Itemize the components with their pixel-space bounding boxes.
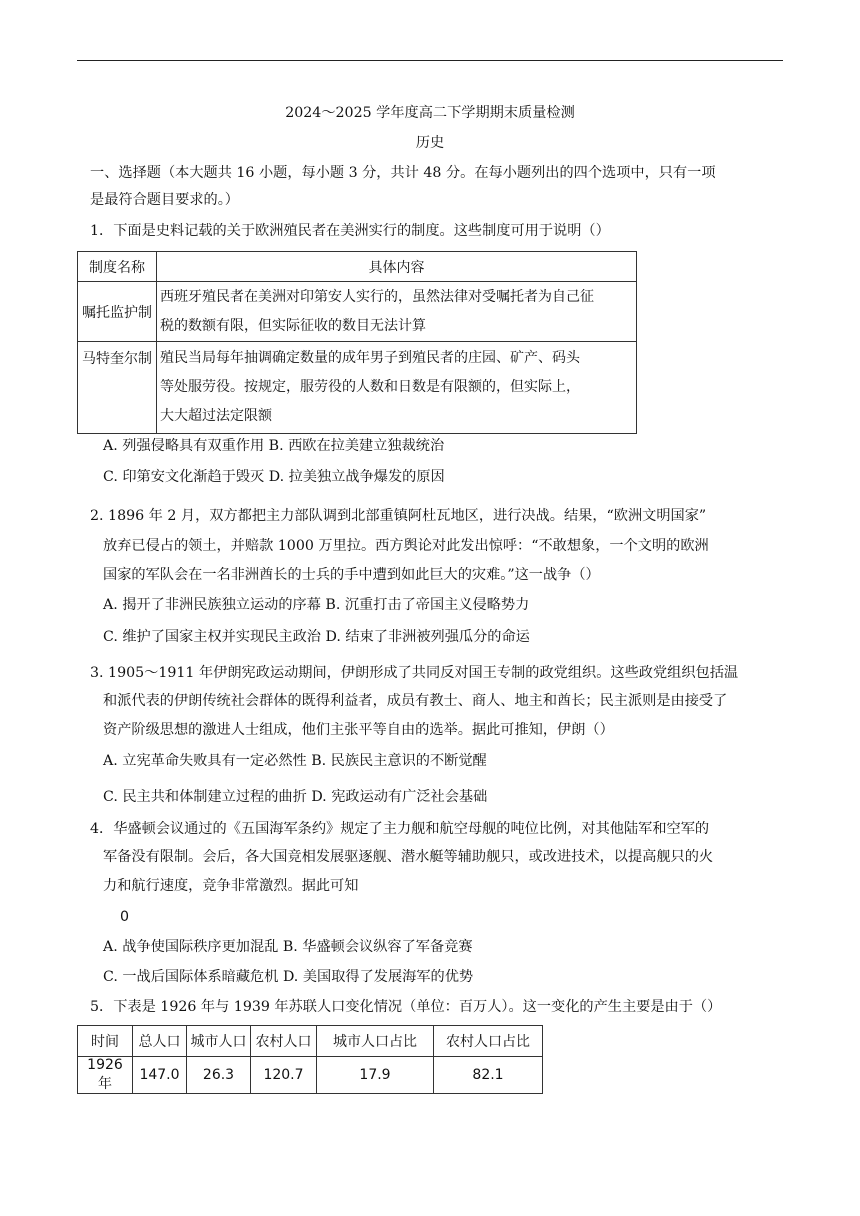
table-header-cell: 时间 xyxy=(78,1026,133,1057)
content-line: 西班牙殖民者在美洲对印第安人实行的，虽然法律对受嘱托者为自己征 xyxy=(160,288,594,305)
q1-table xyxy=(77,251,637,434)
table-header-row xyxy=(78,1026,543,1057)
section-heading-cont: 是最符合题目要求的。） xyxy=(90,192,239,208)
question-4-line: 军备没有限制。会后，各大国竞相发展驱逐舰、潜水艇等辅助舰只，或改进技术，以提高舰只的火 xyxy=(103,849,714,865)
question-2-line: 放弃已侵占的领土，并赔款 1000 万里拉。西方舆论对此发出惊呼：“不敢想象，一个文明的欧洲 xyxy=(103,538,709,554)
table-header-cell: 农村人口占比 xyxy=(434,1026,543,1057)
table-cell-name: 嘱托监护制 xyxy=(78,282,157,342)
q5-table xyxy=(77,1025,543,1094)
table-row xyxy=(78,1057,543,1094)
exam-title: 2024～2025 学年度高二下学期期末质量检测 xyxy=(285,105,575,121)
q1-option-line: A. 列强侵略具有双重作用 B. 西欧在拉美建立独裁统治 xyxy=(103,438,445,454)
table-cell: 17.9 xyxy=(317,1057,434,1094)
question-4-line: 力和航行速度，竞争非常激烈。据此可知 xyxy=(103,878,359,894)
q4-answer-blank: 0 xyxy=(120,909,130,925)
question-2-line: 国家的军队会在一名非洲酋长的士兵的手中遭到如此巨大的灾难。”这一战争（） xyxy=(103,567,600,583)
q3-option-line: C. 民主共和体制建立过程的曲折 D. 宪政运动有广泛社会基础 xyxy=(103,789,488,805)
question-5-stem: 5．下表是 1926 年与 1939 年苏联人口变化情况（单位：百万人）。这一变化的产生主要是由于（） xyxy=(90,999,722,1015)
question-3-line: 3. 1905～1911 年伊朗宪政运动期间，伊朗形成了共同反对国王专制的政党组织。这些政党组织包括温 xyxy=(90,665,739,681)
q4-option-line: A. 战争使国际秩序更加混乱 B. 华盛顿会议纵容了军备竞赛 xyxy=(103,939,473,955)
table-cell: 147.0 xyxy=(133,1057,187,1094)
table-row xyxy=(78,342,637,434)
question-4-line: 4．华盛顿会议通过的《五国海军条约》规定了主力舰和航空母舰的吨位比例，对其他陆军和空军的 xyxy=(90,821,710,837)
table-cell-content xyxy=(157,342,637,434)
content-line: 大大超过法定限额 xyxy=(160,408,272,424)
table-cell-name: 马特奎尔制 xyxy=(78,342,157,434)
table-cell: 120.7 xyxy=(251,1057,317,1094)
subject-title: 历史 xyxy=(415,135,445,151)
table-header-cell: 制度名称 xyxy=(78,252,157,282)
content-line: 殖民当局每年抽调确定数量的成年男子到殖民者的庄园、矿产、码头 xyxy=(160,350,580,366)
q2-option-line: C. 维护了国家主权并实现民主政治 D. 结束了非洲被列强瓜分的命运 xyxy=(103,629,530,645)
table-row xyxy=(78,282,637,342)
q2-option-line: A. 揭开了非洲民族独立运动的序幕 B. 沉重打击了帝国主义侵略势力 xyxy=(103,597,530,613)
section-heading: 一、选择题（本大题共 16 小题，每小题 3 分，共计 48 分。在每小题列出的四个选项中，只有一项 xyxy=(90,165,716,181)
table-header-cell: 城市人口 xyxy=(187,1026,251,1057)
question-1-stem: 1．下面是史料记载的关于欧洲殖民者在美洲实行的制度。这些制度可用于说明（） xyxy=(90,223,610,239)
table-header-cell: 总人口 xyxy=(133,1026,187,1057)
question-3-line: 资产阶级思想的激进人士组成，他们主张平等自由的选举。据此可推知，伊朗（） xyxy=(103,722,614,738)
table-header-cell: 城市人口占比 xyxy=(317,1026,434,1057)
table-cell: 26.3 xyxy=(187,1057,251,1094)
table-cell: 1926 年 xyxy=(78,1057,133,1094)
table-header-row xyxy=(78,252,637,282)
header-rule xyxy=(77,60,783,61)
content-line: 等处服劳役。按规定，服劳役的人数和日数是有限额的，但实际上， xyxy=(160,379,580,395)
table-header-cell: 具体内容 xyxy=(157,252,637,282)
table-cell-content xyxy=(157,282,637,342)
question-2-line: 2. 1896 年 2 月，双方都把主力部队调到北部重镇阿杜瓦地区，进行决战。结果，“欧洲文明国家” xyxy=(90,508,707,524)
table-header-cell: 农村人口 xyxy=(251,1026,317,1057)
question-3-line: 和派代表的伊朗传统社会群体的既得利益者，成员有教士、商人、地主和酋长；民主派则是由接受了 xyxy=(103,693,728,709)
q1-option-line: C. 印第安文化渐趋于毁灭 D. 拉美独立战争爆发的原因 xyxy=(103,469,445,485)
q3-option-line: A. 立宪革命失败具有一定必然性 B. 民族民主意识的不断觉醒 xyxy=(103,753,487,769)
table-cell: 82.1 xyxy=(434,1057,543,1094)
q4-option-line: C. 一战后国际体系暗藏危机 D. 美国取得了发展海军的优势 xyxy=(103,969,474,985)
content-line: 税的数额有限，但实际征收的数目无法计算 xyxy=(160,317,426,334)
